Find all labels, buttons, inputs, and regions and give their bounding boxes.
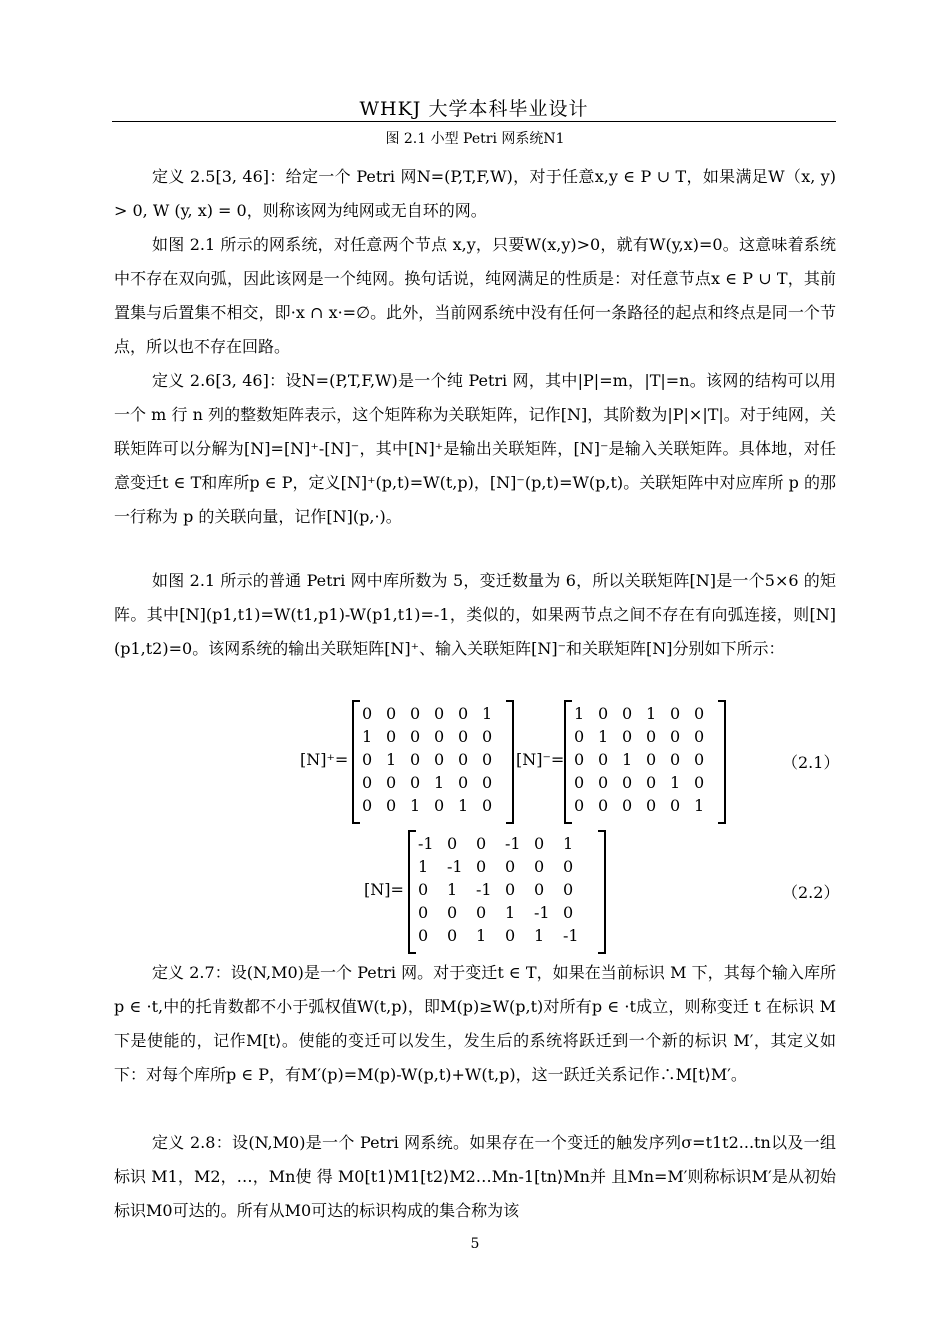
matrix-cell: 0: [458, 727, 469, 746]
header-rule: [112, 121, 836, 122]
matrix-cell: 0: [482, 727, 493, 746]
matrix-cell: -1: [476, 880, 492, 899]
matrix-cell: 0: [458, 773, 469, 792]
matrix-incidence-right-bracket: [598, 830, 606, 954]
matrix-cell: 1: [482, 704, 493, 723]
matrix-cell: 0: [563, 857, 574, 876]
matrix-cell: 0: [362, 704, 373, 723]
matrix-cell: 0: [694, 750, 705, 769]
matrix-cell: 0: [362, 773, 373, 792]
matrix-incidence-label: [N]=: [364, 880, 404, 899]
matrix-cell: 0: [598, 704, 609, 723]
matrix-cell: 0: [694, 727, 705, 746]
matrix-cell: 0: [447, 834, 458, 853]
definition-2-7: 定义 2.7：设(N,M0)是一个 Petri 网。对于变迁t ∈ T，如果在当前标识 M 下，其每个输入库所p ∈ ·t,中的托肯数都不小于弧权值W(t,p)，即M(p)≥W(p,t)对所有p ∈ ·t成立，则称变迁 t 在标识 M 下是使能的，记作M[t⟩。使能的变迁可以发生，发生后的系统将跃迁到一个新的标识 M′，其定义如下：对每个库所p ∈ P，有M′(p)=M(p)-W(p,t)+W(t,p)，这一跃迁关系记作∴M[t⟩M′。: [114, 963, 836, 1084]
matrix-cell: 0: [434, 796, 445, 815]
matrix-minus-left-bracket: [564, 700, 572, 824]
matrix-cell: 1: [534, 926, 545, 945]
matrix-cell: 0: [505, 880, 516, 899]
matrix-cell: -1: [563, 926, 579, 945]
matrix-minus-right-bracket: [718, 700, 726, 824]
matrix-cell: 0: [622, 773, 633, 792]
matrix-cell: 0: [386, 704, 397, 723]
page-number: 5: [470, 1236, 480, 1252]
matrix-cell: 0: [598, 796, 609, 815]
definition-2-5: 定义 2.5[3, 46]：给定一个 Petri 网N=(P,T,F,W)，对于任意x,y ∈ P ∪ T，如果满足W（x, y) > 0, W (y, x) = 0，则称该网为纯网或无自环的网。: [114, 167, 836, 220]
matrix-cell: 0: [574, 773, 585, 792]
matrix-cell: 0: [574, 796, 585, 815]
matrix-cell: 0: [646, 773, 657, 792]
matrix-cell: 0: [622, 704, 633, 723]
matrix-cell: 1: [434, 773, 445, 792]
definition-2-8: 定义 2.8：设(N,M0)是一个 Petri 网系统。如果存在一个变迁的触发序列σ=t1t2...tn以及一组标识 M1，M2，…，Mn使 得 M0[t1⟩M1[t2⟩M2…Mn-1[tn⟩Mn并 且Mn=M′则称标识M′是从初始标识M0可达的。所有从M0可达的标识构成的集合称为该: [114, 1133, 836, 1220]
page-header: WHKJ 大学本科毕业设计: [359, 98, 589, 120]
matrix-cell: 0: [447, 903, 458, 922]
matrix-cell: 0: [563, 880, 574, 899]
matrix-minus: [574, 704, 718, 819]
matrix-cell: 1: [574, 704, 585, 723]
matrix-cell: 0: [670, 704, 681, 723]
matrix-minus-label: [N]⁻=: [516, 750, 565, 769]
matrix-cell: 0: [434, 727, 445, 746]
matrix-cell: 0: [458, 704, 469, 723]
matrix-cell: 0: [386, 796, 397, 815]
matrix-cell: 0: [418, 926, 429, 945]
matrix-cell: 0: [534, 857, 545, 876]
matrix-cell: 1: [386, 750, 397, 769]
matrix-cell: 0: [482, 796, 493, 815]
matrix-cell: 0: [476, 857, 487, 876]
matrix-cell: -1: [534, 903, 550, 922]
matrix-cell: 0: [482, 750, 493, 769]
matrix-cell: 1: [476, 926, 487, 945]
matrix-cell: 0: [694, 773, 705, 792]
matrix-cell: 0: [434, 750, 445, 769]
matrix-cell: 0: [386, 773, 397, 792]
equation-number-2-2: （2.2）: [782, 883, 840, 902]
matrix-cell: 0: [646, 796, 657, 815]
matrix-cell: 0: [505, 857, 516, 876]
matrix-cell: 0: [598, 750, 609, 769]
matrix-cell: 0: [410, 773, 421, 792]
matrix-cell: 0: [670, 750, 681, 769]
matrix-cell: 0: [476, 903, 487, 922]
matrix-cell: 0: [574, 727, 585, 746]
matrix-cell: 0: [386, 727, 397, 746]
matrix-cell: 0: [410, 704, 421, 723]
matrix-cell: 0: [534, 880, 545, 899]
matrix-cell: 0: [482, 773, 493, 792]
matrix-cell: -1: [418, 834, 434, 853]
matrix-cell: 0: [410, 727, 421, 746]
matrix-cell: 1: [458, 796, 469, 815]
matrix-cell: 1: [410, 796, 421, 815]
matrix-cell: 1: [646, 704, 657, 723]
matrix-cell: 0: [476, 834, 487, 853]
matrix-cell: 0: [670, 727, 681, 746]
matrix-cell: 0: [362, 796, 373, 815]
matrix-cell: -1: [505, 834, 521, 853]
matrix-cell: 0: [646, 750, 657, 769]
matrix-cell: 0: [563, 903, 574, 922]
matrix-cell: 0: [670, 796, 681, 815]
matrix-cell: 1: [362, 727, 373, 746]
matrix-cell: 1: [622, 750, 633, 769]
matrix-cell: -1: [447, 857, 463, 876]
matrix-plus: [362, 704, 506, 819]
matrix-cell: 0: [534, 834, 545, 853]
paragraph-pure-net: 如图 2.1 所示的网系统，对任意两个节点 x,y，只要W(x,y)>0，就有W(y,x)=0。这意味着系统中不存在双向弧，因此该网是一个纯网。换句话说，纯网满足的性质是：对任意节点x ∈ P ∪ T，其前置集与后置集不相交，即·x ∩ x·=∅。此外，当前网系统中没有任何一条路径的起点和终点是同一个节点，所以也不存在回路。: [114, 235, 836, 356]
matrix-cell: 0: [505, 926, 516, 945]
figure-caption: 图 2.1 小型 Petri 网系统N1: [385, 131, 565, 147]
matrix-cell: 0: [447, 926, 458, 945]
matrix-cell: 1: [670, 773, 681, 792]
matrix-incidence: [418, 834, 592, 949]
matrix-cell: 1: [505, 903, 516, 922]
matrix-cell: 0: [362, 750, 373, 769]
definition-2-6: 定义 2.6[3, 46]：设N=(P,T,F,W)是一个纯 Petri 网，其中|P|=m，|T|=n。该网的结构可以用一个 m 行 n 列的整数矩阵表示，这个矩阵称为关联矩阵，记作[N]，其阶数为|P|×|T|。对于纯网，关联矩阵可以分解为[N]=[N]⁺-[N]⁻，其中[N]⁺是输出关联矩阵，[N]⁻是输入关联矩阵。具体地，对任意变迁t ∈ T和库所p ∈ P，定义[N]⁺(p,t)=W(t,p)，[N]⁻(p,t)=W(p,t)。关联矩阵中对应库所 p 的那一行称为 p 的关联向量，记作[N](p,·)。: [114, 371, 836, 526]
matrix-cell: 1: [694, 796, 705, 815]
matrix-cell: 0: [598, 773, 609, 792]
matrix-cell: 0: [646, 727, 657, 746]
matrix-cell: 0: [418, 880, 429, 899]
matrix-cell: 1: [563, 834, 574, 853]
matrix-cell: 0: [410, 750, 421, 769]
matrix-cell: 0: [434, 704, 445, 723]
matrix-plus-right-bracket: [506, 700, 514, 824]
matrix-plus-left-bracket: [352, 700, 360, 824]
equation-number-2-1: （2.1）: [782, 753, 840, 772]
matrix-cell: 0: [458, 750, 469, 769]
matrix-cell: 1: [447, 880, 458, 899]
matrix-cell: 0: [694, 704, 705, 723]
matrix-cell: 0: [622, 727, 633, 746]
matrix-incidence-left-bracket: [408, 830, 416, 954]
matrix-cell: 0: [622, 796, 633, 815]
matrix-plus-label: [N]⁺=: [300, 750, 349, 769]
matrix-cell: 0: [418, 903, 429, 922]
matrix-cell: 1: [418, 857, 429, 876]
matrix-cell: 0: [574, 750, 585, 769]
matrix-cell: 1: [598, 727, 609, 746]
paragraph-incidence-matrix: 如图 2.1 所示的普通 Petri 网中库所数为 5，变迁数量为 6，所以关联矩阵[N]是一个5×6 的矩阵。其中[N](p1,t1)=W(t1,p1)-W(p1,t1)=-1，类似的，如果两节点之间不存在有向弧连接，则[N](p1,t2)=0。该网系统的输出关联矩阵[N]⁺、输入关联矩阵[N]⁻和关联矩阵[N]分别如下所示：: [114, 571, 836, 658]
